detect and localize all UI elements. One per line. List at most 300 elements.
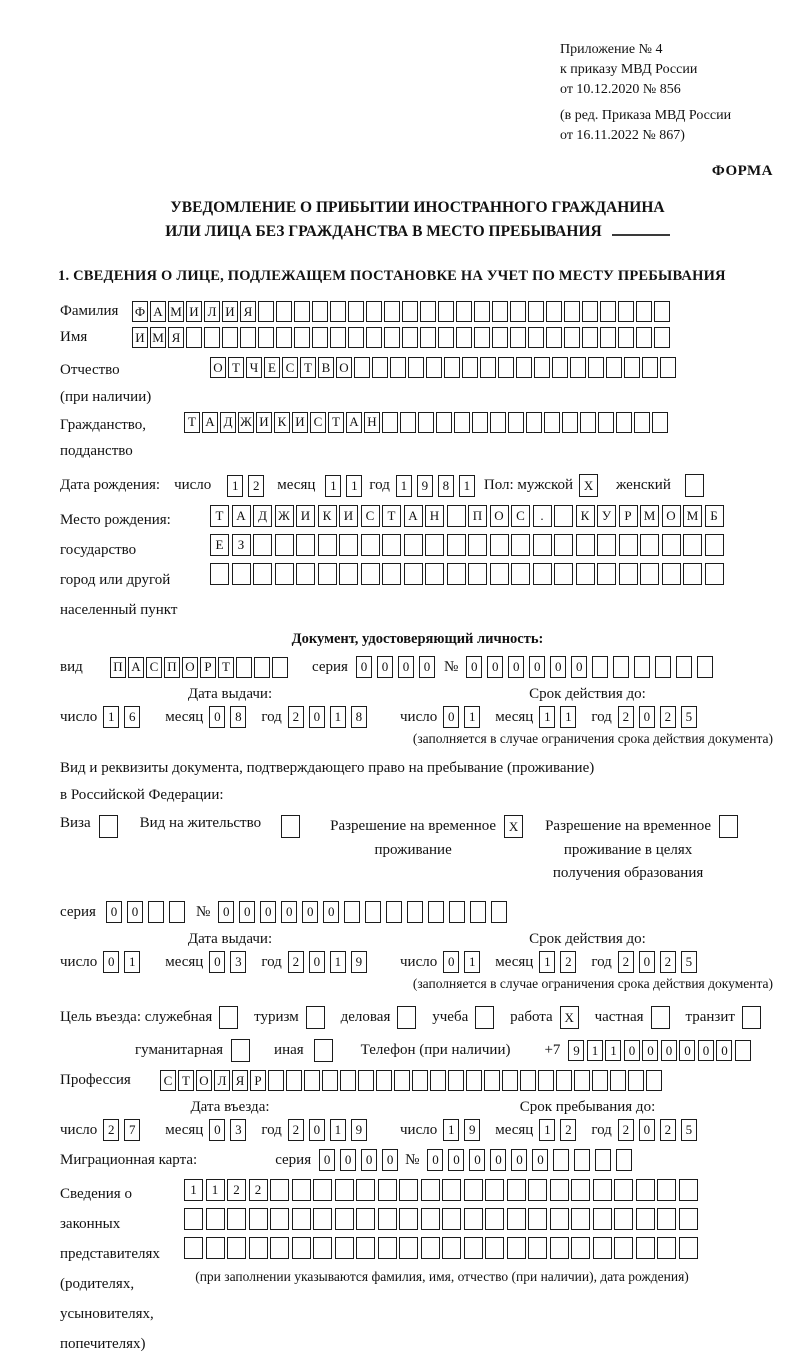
char-cell[interactable]: 0 bbox=[639, 951, 655, 973]
char-cell[interactable] bbox=[454, 412, 470, 433]
char-cell[interactable] bbox=[468, 534, 487, 556]
char-cell[interactable] bbox=[404, 563, 423, 585]
char-cell[interactable] bbox=[456, 301, 472, 322]
char-cell[interactable] bbox=[378, 1179, 397, 1201]
char-cell[interactable]: 2 bbox=[660, 951, 676, 973]
char-cell[interactable] bbox=[498, 357, 514, 378]
char-cell[interactable] bbox=[528, 327, 544, 348]
char-cell[interactable]: Я bbox=[240, 301, 256, 322]
char-cell[interactable]: С bbox=[146, 657, 162, 678]
char-cell[interactable]: 2 bbox=[560, 951, 576, 973]
entry-year-input[interactable] bbox=[288, 1119, 372, 1141]
char-cell[interactable] bbox=[719, 815, 738, 838]
char-cell[interactable]: 1 bbox=[464, 706, 480, 728]
char-cell[interactable] bbox=[447, 563, 466, 585]
char-cell[interactable]: 2 bbox=[248, 475, 264, 497]
char-cell[interactable]: О bbox=[490, 505, 509, 527]
char-cell[interactable] bbox=[528, 301, 544, 322]
permit-series-input[interactable] bbox=[106, 901, 190, 923]
char-cell[interactable] bbox=[554, 534, 573, 556]
char-cell[interactable] bbox=[490, 412, 506, 433]
char-cell[interactable]: 8 bbox=[438, 475, 454, 497]
char-cell[interactable] bbox=[344, 901, 360, 923]
char-cell[interactable] bbox=[249, 1208, 268, 1230]
char-cell[interactable] bbox=[378, 1208, 397, 1230]
char-cell[interactable] bbox=[296, 563, 315, 585]
char-cell[interactable] bbox=[399, 1237, 418, 1259]
char-cell[interactable] bbox=[270, 1237, 289, 1259]
char-cell[interactable]: 8 bbox=[230, 706, 246, 728]
char-cell[interactable]: Т bbox=[178, 1070, 194, 1091]
char-cell[interactable] bbox=[614, 1208, 633, 1230]
char-cell[interactable] bbox=[386, 901, 402, 923]
char-cell[interactable] bbox=[533, 534, 552, 556]
char-cell[interactable]: 2 bbox=[288, 951, 304, 973]
char-cell[interactable]: 0 bbox=[443, 706, 459, 728]
char-cell[interactable]: О bbox=[196, 1070, 212, 1091]
char-cell[interactable] bbox=[571, 1208, 590, 1230]
char-cell[interactable]: 0 bbox=[319, 1149, 335, 1171]
char-cell[interactable]: Б bbox=[705, 505, 724, 527]
char-cell[interactable] bbox=[593, 1237, 612, 1259]
char-cell[interactable] bbox=[447, 505, 466, 527]
char-cell[interactable] bbox=[306, 1006, 325, 1029]
char-cell[interactable] bbox=[598, 412, 614, 433]
char-cell[interactable] bbox=[286, 1070, 302, 1091]
char-cell[interactable] bbox=[618, 327, 634, 348]
char-cell[interactable] bbox=[507, 1208, 526, 1230]
char-cell[interactable] bbox=[227, 1237, 246, 1259]
char-cell[interactable] bbox=[619, 563, 638, 585]
char-cell[interactable]: 0 bbox=[511, 1149, 527, 1171]
char-cell[interactable] bbox=[421, 1179, 440, 1201]
char-cell[interactable] bbox=[340, 1070, 356, 1091]
char-cell[interactable] bbox=[376, 1070, 392, 1091]
temp-residence-edu-checkbox[interactable] bbox=[719, 815, 738, 838]
birth-month-input[interactable] bbox=[325, 475, 367, 497]
char-cell[interactable]: 1 bbox=[605, 1040, 621, 1061]
char-cell[interactable]: 0 bbox=[209, 951, 225, 973]
char-cell[interactable] bbox=[595, 1149, 611, 1171]
char-cell[interactable] bbox=[438, 301, 454, 322]
legal-row3-input[interactable] bbox=[184, 1237, 700, 1259]
char-cell[interactable]: Т bbox=[300, 357, 316, 378]
char-cell[interactable] bbox=[436, 412, 452, 433]
char-cell[interactable] bbox=[507, 1237, 526, 1259]
doc-valid-year-input[interactable] bbox=[618, 706, 702, 728]
char-cell[interactable] bbox=[533, 563, 552, 585]
char-cell[interactable] bbox=[254, 657, 270, 678]
business-checkbox[interactable] bbox=[397, 1006, 423, 1029]
char-cell[interactable]: 5 bbox=[681, 951, 697, 973]
char-cell[interactable] bbox=[683, 534, 702, 556]
char-cell[interactable]: А bbox=[128, 657, 144, 678]
char-cell[interactable]: 1 bbox=[539, 1119, 555, 1141]
char-cell[interactable] bbox=[270, 1179, 289, 1201]
char-cell[interactable]: М bbox=[168, 301, 184, 322]
char-cell[interactable] bbox=[510, 327, 526, 348]
purpose-official-checkbox[interactable] bbox=[219, 1006, 245, 1029]
char-cell[interactable]: Н bbox=[364, 412, 380, 433]
char-cell[interactable] bbox=[462, 357, 478, 378]
char-cell[interactable] bbox=[294, 327, 310, 348]
char-cell[interactable] bbox=[240, 327, 256, 348]
char-cell[interactable] bbox=[356, 1237, 375, 1259]
char-cell[interactable] bbox=[402, 327, 418, 348]
char-cell[interactable] bbox=[335, 1179, 354, 1201]
char-cell[interactable] bbox=[366, 327, 382, 348]
char-cell[interactable]: 1 bbox=[124, 951, 140, 973]
char-cell[interactable]: 2 bbox=[618, 951, 634, 973]
char-cell[interactable] bbox=[592, 656, 608, 678]
char-cell[interactable] bbox=[634, 656, 650, 678]
char-cell[interactable] bbox=[99, 815, 118, 838]
char-cell[interactable] bbox=[624, 357, 640, 378]
char-cell[interactable] bbox=[492, 327, 508, 348]
char-cell[interactable] bbox=[492, 301, 508, 322]
char-cell[interactable]: 0 bbox=[639, 1119, 655, 1141]
char-cell[interactable]: 0 bbox=[218, 901, 234, 923]
char-cell[interactable]: 0 bbox=[209, 1119, 225, 1141]
char-cell[interactable] bbox=[294, 301, 310, 322]
birthplace-row1-input[interactable] bbox=[210, 505, 726, 527]
char-cell[interactable] bbox=[449, 901, 465, 923]
char-cell[interactable]: Я bbox=[232, 1070, 248, 1091]
char-cell[interactable] bbox=[356, 1208, 375, 1230]
char-cell[interactable] bbox=[485, 1208, 504, 1230]
char-cell[interactable]: М bbox=[683, 505, 702, 527]
permit-issue-month-input[interactable] bbox=[209, 951, 251, 973]
char-cell[interactable] bbox=[426, 357, 442, 378]
temp-residence-checkbox[interactable] bbox=[504, 815, 523, 838]
char-cell[interactable] bbox=[402, 301, 418, 322]
char-cell[interactable] bbox=[227, 1208, 246, 1230]
char-cell[interactable] bbox=[348, 301, 364, 322]
birthplace-row3-input[interactable] bbox=[210, 563, 726, 585]
char-cell[interactable] bbox=[662, 534, 681, 556]
char-cell[interactable]: 0 bbox=[361, 1149, 377, 1171]
char-cell[interactable]: А bbox=[346, 412, 362, 433]
char-cell[interactable] bbox=[502, 1070, 518, 1091]
char-cell[interactable]: Ж bbox=[238, 412, 254, 433]
char-cell[interactable] bbox=[318, 563, 337, 585]
char-cell[interactable] bbox=[399, 1179, 418, 1201]
char-cell[interactable]: В bbox=[318, 357, 334, 378]
char-cell[interactable] bbox=[354, 357, 370, 378]
char-cell[interactable]: А bbox=[202, 412, 218, 433]
visa-checkbox[interactable] bbox=[99, 815, 118, 838]
char-cell[interactable] bbox=[742, 1006, 761, 1029]
tourism-checkbox[interactable] bbox=[306, 1006, 332, 1029]
char-cell[interactable] bbox=[204, 327, 220, 348]
char-cell[interactable] bbox=[564, 301, 580, 322]
char-cell[interactable] bbox=[516, 357, 532, 378]
char-cell[interactable]: 7 bbox=[124, 1119, 140, 1141]
char-cell[interactable] bbox=[312, 301, 328, 322]
doc-issue-year-input[interactable] bbox=[288, 706, 372, 728]
char-cell[interactable] bbox=[275, 534, 294, 556]
char-cell[interactable] bbox=[528, 1208, 547, 1230]
char-cell[interactable] bbox=[313, 1208, 332, 1230]
char-cell[interactable] bbox=[646, 1070, 662, 1091]
char-cell[interactable]: П bbox=[468, 505, 487, 527]
char-cell[interactable]: 0 bbox=[466, 656, 482, 678]
char-cell[interactable]: 0 bbox=[448, 1149, 464, 1171]
char-cell[interactable] bbox=[378, 1237, 397, 1259]
char-cell[interactable]: 1 bbox=[184, 1179, 203, 1201]
char-cell[interactable] bbox=[464, 1208, 483, 1230]
char-cell[interactable] bbox=[685, 474, 704, 497]
char-cell[interactable]: 1 bbox=[396, 475, 412, 497]
char-cell[interactable] bbox=[660, 357, 676, 378]
citizenship-input[interactable] bbox=[184, 412, 670, 433]
char-cell[interactable]: 1 bbox=[325, 475, 341, 497]
char-cell[interactable] bbox=[148, 901, 164, 923]
char-cell[interactable] bbox=[231, 1039, 250, 1062]
char-cell[interactable] bbox=[619, 534, 638, 556]
char-cell[interactable] bbox=[550, 1237, 569, 1259]
char-cell[interactable] bbox=[382, 563, 401, 585]
char-cell[interactable] bbox=[553, 1149, 569, 1171]
char-cell[interactable] bbox=[534, 357, 550, 378]
char-cell[interactable] bbox=[640, 563, 659, 585]
char-cell[interactable] bbox=[400, 412, 416, 433]
char-cell[interactable]: И bbox=[186, 301, 202, 322]
char-cell[interactable] bbox=[312, 327, 328, 348]
char-cell[interactable]: 2 bbox=[227, 1179, 246, 1201]
char-cell[interactable] bbox=[679, 1208, 698, 1230]
char-cell[interactable] bbox=[679, 1237, 698, 1259]
char-cell[interactable]: 5 bbox=[681, 706, 697, 728]
char-cell[interactable]: 0 bbox=[698, 1040, 714, 1061]
char-cell[interactable]: 2 bbox=[560, 1119, 576, 1141]
entry-day-input[interactable] bbox=[103, 1119, 145, 1141]
char-cell[interactable] bbox=[574, 1070, 590, 1091]
char-cell[interactable] bbox=[335, 1208, 354, 1230]
char-cell[interactable]: 0 bbox=[309, 951, 325, 973]
char-cell[interactable]: 0 bbox=[382, 1149, 398, 1171]
char-cell[interactable]: 0 bbox=[529, 656, 545, 678]
char-cell[interactable] bbox=[268, 1070, 284, 1091]
char-cell[interactable]: 0 bbox=[550, 656, 566, 678]
char-cell[interactable]: У bbox=[597, 505, 616, 527]
char-cell[interactable] bbox=[538, 1070, 554, 1091]
char-cell[interactable]: Я bbox=[168, 327, 184, 348]
char-cell[interactable]: 8 bbox=[351, 706, 367, 728]
char-cell[interactable]: 0 bbox=[340, 1149, 356, 1171]
char-cell[interactable] bbox=[705, 563, 724, 585]
char-cell[interactable] bbox=[592, 1070, 608, 1091]
char-cell[interactable] bbox=[466, 1070, 482, 1091]
char-cell[interactable] bbox=[562, 412, 578, 433]
char-cell[interactable]: К bbox=[274, 412, 290, 433]
stay-month-input[interactable] bbox=[539, 1119, 581, 1141]
char-cell[interactable] bbox=[636, 1179, 655, 1201]
char-cell[interactable]: 0 bbox=[508, 656, 524, 678]
char-cell[interactable] bbox=[576, 563, 595, 585]
char-cell[interactable]: 0 bbox=[661, 1040, 677, 1061]
char-cell[interactable] bbox=[735, 1040, 751, 1061]
char-cell[interactable] bbox=[384, 327, 400, 348]
char-cell[interactable] bbox=[232, 563, 251, 585]
char-cell[interactable] bbox=[281, 815, 300, 838]
char-cell[interactable]: 0 bbox=[281, 901, 297, 923]
char-cell[interactable] bbox=[356, 1179, 375, 1201]
char-cell[interactable]: X bbox=[579, 474, 598, 497]
char-cell[interactable]: С bbox=[511, 505, 530, 527]
char-cell[interactable]: С bbox=[160, 1070, 176, 1091]
char-cell[interactable] bbox=[510, 301, 526, 322]
char-cell[interactable] bbox=[313, 1237, 332, 1259]
char-cell[interactable] bbox=[330, 327, 346, 348]
char-cell[interactable]: З bbox=[232, 534, 251, 556]
char-cell[interactable] bbox=[642, 357, 658, 378]
char-cell[interactable] bbox=[339, 534, 358, 556]
char-cell[interactable] bbox=[511, 563, 530, 585]
char-cell[interactable] bbox=[697, 656, 713, 678]
char-cell[interactable] bbox=[526, 412, 542, 433]
char-cell[interactable] bbox=[652, 412, 668, 433]
char-cell[interactable]: 2 bbox=[288, 706, 304, 728]
char-cell[interactable] bbox=[614, 1179, 633, 1201]
char-cell[interactable]: Л bbox=[214, 1070, 230, 1091]
char-cell[interactable] bbox=[564, 327, 580, 348]
char-cell[interactable] bbox=[420, 327, 436, 348]
char-cell[interactable] bbox=[610, 1070, 626, 1091]
char-cell[interactable] bbox=[365, 901, 381, 923]
permit-number-input[interactable] bbox=[218, 901, 512, 923]
char-cell[interactable]: Ч bbox=[246, 357, 262, 378]
char-cell[interactable]: Л bbox=[204, 301, 220, 322]
char-cell[interactable] bbox=[574, 1149, 590, 1171]
char-cell[interactable] bbox=[236, 657, 252, 678]
char-cell[interactable] bbox=[657, 1237, 676, 1259]
char-cell[interactable]: И bbox=[292, 412, 308, 433]
char-cell[interactable] bbox=[425, 534, 444, 556]
char-cell[interactable]: 1 bbox=[330, 951, 346, 973]
char-cell[interactable] bbox=[361, 563, 380, 585]
permit-valid-month-input[interactable] bbox=[539, 951, 581, 973]
char-cell[interactable] bbox=[679, 1179, 698, 1201]
char-cell[interactable] bbox=[186, 327, 202, 348]
char-cell[interactable] bbox=[613, 656, 629, 678]
char-cell[interactable] bbox=[528, 1179, 547, 1201]
char-cell[interactable] bbox=[582, 327, 598, 348]
char-cell[interactable] bbox=[546, 327, 562, 348]
char-cell[interactable] bbox=[508, 412, 524, 433]
char-cell[interactable]: 0 bbox=[103, 951, 119, 973]
char-cell[interactable] bbox=[390, 357, 406, 378]
char-cell[interactable] bbox=[304, 1070, 320, 1091]
char-cell[interactable] bbox=[618, 301, 634, 322]
char-cell[interactable]: 0 bbox=[106, 901, 122, 923]
char-cell[interactable]: 1 bbox=[346, 475, 362, 497]
residence-permit-checkbox[interactable] bbox=[281, 815, 300, 838]
char-cell[interactable] bbox=[628, 1070, 644, 1091]
char-cell[interactable]: X bbox=[560, 1006, 579, 1029]
char-cell[interactable] bbox=[442, 1179, 461, 1201]
patronymic-input[interactable] bbox=[210, 357, 678, 378]
char-cell[interactable]: М bbox=[150, 327, 166, 348]
char-cell[interactable]: Н bbox=[425, 505, 444, 527]
stay-year-input[interactable] bbox=[618, 1119, 702, 1141]
char-cell[interactable]: Д bbox=[253, 505, 272, 527]
doc-valid-day-input[interactable] bbox=[443, 706, 485, 728]
sex-male-checkbox[interactable] bbox=[579, 474, 598, 497]
legal-row1-input[interactable] bbox=[184, 1179, 700, 1201]
char-cell[interactable] bbox=[382, 412, 398, 433]
char-cell[interactable] bbox=[366, 301, 382, 322]
char-cell[interactable]: 0 bbox=[260, 901, 276, 923]
char-cell[interactable] bbox=[348, 327, 364, 348]
char-cell[interactable]: 0 bbox=[302, 901, 318, 923]
char-cell[interactable] bbox=[597, 534, 616, 556]
char-cell[interactable] bbox=[480, 357, 496, 378]
char-cell[interactable]: 1 bbox=[330, 1119, 346, 1141]
char-cell[interactable]: К bbox=[576, 505, 595, 527]
char-cell[interactable] bbox=[552, 357, 568, 378]
char-cell[interactable]: Т bbox=[382, 505, 401, 527]
char-cell[interactable]: 0 bbox=[532, 1149, 548, 1171]
char-cell[interactable]: О bbox=[182, 657, 198, 678]
char-cell[interactable] bbox=[464, 1237, 483, 1259]
char-cell[interactable]: 1 bbox=[464, 951, 480, 973]
char-cell[interactable] bbox=[676, 656, 692, 678]
char-cell[interactable] bbox=[470, 901, 486, 923]
char-cell[interactable]: С bbox=[282, 357, 298, 378]
char-cell[interactable] bbox=[571, 1179, 590, 1201]
char-cell[interactable] bbox=[421, 1237, 440, 1259]
char-cell[interactable] bbox=[408, 357, 424, 378]
char-cell[interactable] bbox=[275, 563, 294, 585]
char-cell[interactable] bbox=[468, 563, 487, 585]
char-cell[interactable] bbox=[616, 412, 632, 433]
char-cell[interactable] bbox=[554, 563, 573, 585]
char-cell[interactable] bbox=[464, 1179, 483, 1201]
char-cell[interactable] bbox=[210, 563, 229, 585]
char-cell[interactable]: Р bbox=[200, 657, 216, 678]
char-cell[interactable]: С bbox=[310, 412, 326, 433]
char-cell[interactable] bbox=[272, 657, 288, 678]
char-cell[interactable] bbox=[651, 1006, 670, 1029]
permit-issue-day-input[interactable] bbox=[103, 951, 145, 973]
char-cell[interactable]: К bbox=[318, 505, 337, 527]
char-cell[interactable]: 0 bbox=[490, 1149, 506, 1171]
char-cell[interactable] bbox=[292, 1179, 311, 1201]
char-cell[interactable] bbox=[507, 1179, 526, 1201]
char-cell[interactable]: 6 bbox=[124, 706, 140, 728]
char-cell[interactable]: 1 bbox=[227, 475, 243, 497]
char-cell[interactable] bbox=[616, 1149, 632, 1171]
char-cell[interactable] bbox=[276, 327, 292, 348]
stay-day-input[interactable] bbox=[443, 1119, 485, 1141]
char-cell[interactable]: 0 bbox=[639, 706, 655, 728]
char-cell[interactable] bbox=[636, 301, 652, 322]
char-cell[interactable] bbox=[270, 1208, 289, 1230]
char-cell[interactable] bbox=[258, 301, 274, 322]
char-cell[interactable] bbox=[258, 327, 274, 348]
char-cell[interactable]: Р bbox=[250, 1070, 266, 1091]
char-cell[interactable] bbox=[484, 1070, 500, 1091]
char-cell[interactable] bbox=[491, 901, 507, 923]
char-cell[interactable] bbox=[397, 1006, 416, 1029]
char-cell[interactable]: И bbox=[256, 412, 272, 433]
char-cell[interactable] bbox=[448, 1070, 464, 1091]
char-cell[interactable] bbox=[475, 1006, 494, 1029]
char-cell[interactable] bbox=[418, 412, 434, 433]
char-cell[interactable] bbox=[546, 301, 562, 322]
char-cell[interactable]: 3 bbox=[230, 1119, 246, 1141]
